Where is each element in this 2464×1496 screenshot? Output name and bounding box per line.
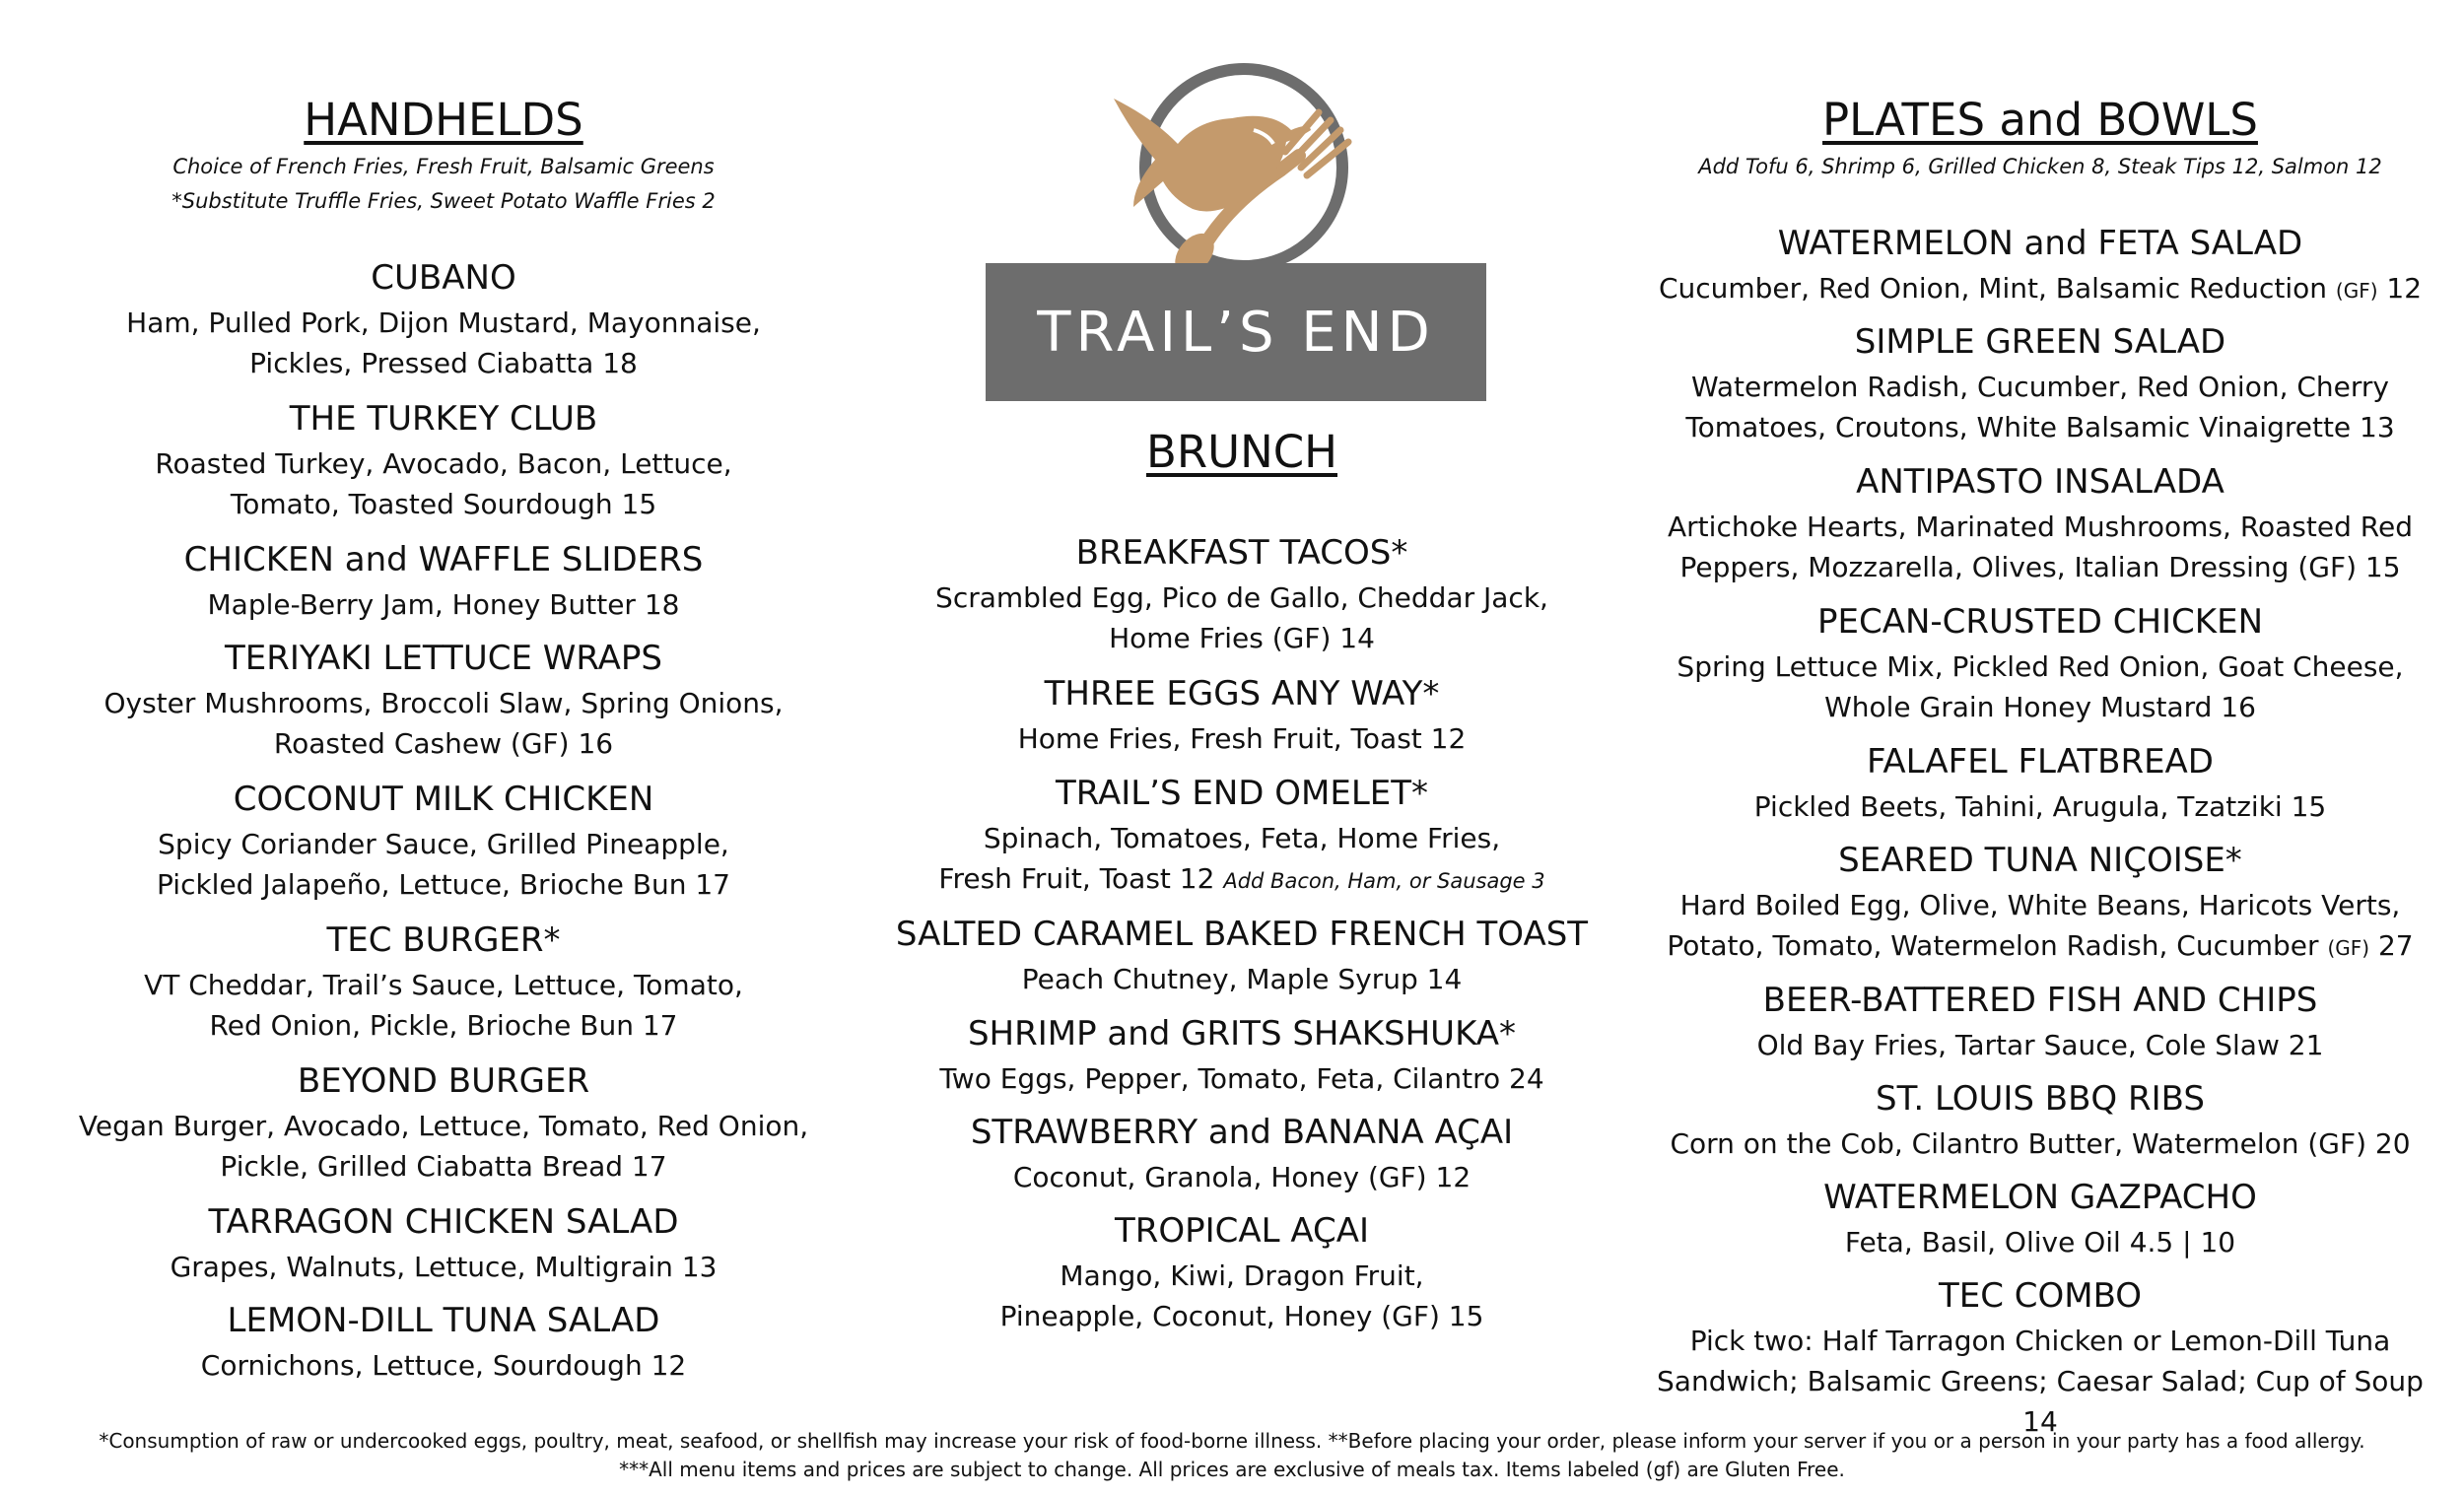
item-desc: Hard Boiled Egg, Olive, White Beans, Haricots Verts,: [1679, 889, 2401, 921]
item-desc: Vegan Burger, Avocado, Lettuce, Tomato, Red Onion,: [78, 1110, 809, 1142]
item-addon-note: Add Bacon, Ham, or Sausage 3: [1223, 869, 1545, 893]
item-desc: Scrambled Egg, Pico de Gallo, Cheddar Jack,: [935, 581, 1548, 614]
menu-item: [867, 769, 1616, 902]
item-name: SEARED TUNA NIÇOISE*: [1838, 841, 2242, 880]
item-desc: Coconut, Granola, Honey (GF) 12: [1012, 1161, 1472, 1193]
menu-item: [59, 253, 828, 383]
item-desc: Grapes, Walnuts, Lettuce, Multigrain 13: [170, 1251, 718, 1283]
item-name: BEER-BATTERED FISH AND CHIPS: [1762, 981, 2318, 1020]
menu-item: [867, 910, 1616, 999]
menu-item: [1656, 219, 2425, 311]
gluten-free-tag: (GF): [2327, 936, 2370, 960]
item-desc: Spicy Coriander Sauce, Grilled Pineapple,: [158, 828, 729, 860]
trails-end-logo: [986, 61, 1498, 406]
item-name: SHRIMP and GRITS SHAKSHUKA*: [967, 1014, 1517, 1054]
item-name: ST. LOUIS BBQ RIBS: [1876, 1079, 2205, 1119]
item-desc: VT Cheddar, Trail’s Sauce, Lettuce, Tomato,: [144, 969, 743, 1001]
item-desc: Pickled Jalapeño, Lettuce, Brioche Bun 17: [157, 868, 730, 901]
item-desc: Cornichons, Lettuce, Sourdough 12: [200, 1349, 687, 1382]
item-desc: Tomatoes, Croutons, White Balsamic Vinaigrette 13: [1685, 411, 2395, 443]
item-desc: Spring Lettuce Mix, Pickled Red Onion, Goat Cheese,: [1677, 650, 2404, 683]
item-desc: Ham, Pulled Pork, Dijon Mustard, Mayonnaise,: [126, 306, 761, 339]
item-desc: Cucumber, Red Onion, Mint, Balsamic Reduction: [1658, 272, 2327, 305]
item-name: THE TURKEY CLUB: [289, 399, 598, 439]
item-name: WATERMELON and FETA SALAD: [1777, 224, 2303, 263]
footer-disclaimer: [0, 1427, 2464, 1484]
menu-item: [1656, 1173, 2425, 1262]
menu-item: [59, 916, 828, 1046]
item-name: TEC COMBO: [1938, 1276, 2143, 1316]
menu-item: [1656, 457, 2425, 587]
menu-item: [1656, 317, 2425, 447]
item-name: STRAWBERRY and BANANA AÇAI: [970, 1113, 1514, 1152]
item-price: 27: [2377, 929, 2414, 962]
item-desc: Feta, Basil, Olive Oil 4.5 | 10: [1844, 1226, 2236, 1258]
item-desc: Roasted Turkey, Avocado, Bacon, Lettuce,: [155, 447, 732, 480]
item-name: PECAN-CRUSTED CHICKEN: [1816, 602, 2264, 642]
section-title: PLATES and BOWLS: [1822, 94, 2258, 146]
item-name: CHICKEN and WAFFLE SLIDERS: [183, 540, 704, 579]
item-desc: Corn on the Cob, Cilantro Butter, Watermelon (GF) 20: [1670, 1127, 2411, 1160]
section-subtitle: *Substitute Truffle Fries, Sweet Potato Waffle Fries 2: [171, 189, 716, 213]
item-desc: Old Bay Fries, Tartar Sauce, Cole Slaw 21: [1756, 1029, 2324, 1061]
menu-item: [867, 1009, 1616, 1099]
item-desc: Home Fries (GF) 14: [1109, 622, 1375, 654]
item-name: SALTED CARAMEL BAKED FRENCH TOAST: [895, 915, 1589, 954]
gluten-free-tag: (GF): [2335, 279, 2378, 303]
item-name: TRAIL’S END OMELET*: [1055, 774, 1429, 813]
item-desc: Whole Grain Honey Mustard 16: [1824, 691, 2256, 723]
item-desc: Artichoke Hearts, Marinated Mushrooms, Roasted Red: [1668, 510, 2413, 543]
item-desc-with-tag: [1656, 268, 2425, 311]
section-subtitle: Add Tofu 6, Shrimp 6, Grilled Chicken 8, Steak Tips 12, Salmon 12: [1698, 155, 2382, 178]
item-name: TEC BURGER*: [326, 920, 561, 960]
item-desc: Pick two: Half Tarragon Chicken or Lemon-Dill Tuna: [1689, 1325, 2391, 1357]
item-desc: Pineapple, Coconut, Honey (GF) 15: [999, 1300, 1484, 1332]
item-name: ANTIPASTO INSALADA: [1856, 462, 2224, 502]
menu-item: [1656, 836, 2425, 969]
bird-fork-emblem: [986, 61, 1498, 278]
footer-line: ***All menu items and prices are subject to change. All prices are exclusive of meals tax. Items labeled (gf) are Gluten Free.: [619, 1458, 1845, 1481]
item-desc: Tomato, Toasted Sourdough 15: [230, 488, 657, 520]
item-desc: Peach Chutney, Maple Syrup 14: [1021, 963, 1463, 995]
menu-item: [59, 1197, 828, 1287]
item-desc: Two Eggs, Pepper, Tomato, Feta, Cilantro 24: [939, 1062, 1544, 1095]
menu-item: [1656, 1271, 2425, 1442]
menu-item: [867, 669, 1616, 759]
item-desc: Mango, Kiwi, Dragon Fruit,: [1060, 1259, 1424, 1292]
item-name: CUBANO: [371, 258, 516, 298]
menu-item: [867, 1206, 1616, 1336]
menu-item: [59, 1056, 828, 1187]
section-title: HANDHELDS: [304, 94, 583, 146]
menu-item: [59, 775, 828, 905]
menu-item: [867, 528, 1616, 658]
item-desc-with-tag: [1656, 925, 2425, 969]
menu-item: [1656, 737, 2425, 827]
menu-item: [59, 394, 828, 524]
item-name: COCONUT MILK CHICKEN: [233, 780, 654, 819]
item-name: BEYOND BURGER: [297, 1061, 590, 1101]
item-desc-with-note: [867, 858, 1616, 902]
menu-item: [59, 1296, 828, 1386]
menu-item: [1656, 597, 2425, 727]
item-name: WATERMELON GAZPACHO: [1823, 1178, 2257, 1217]
item-desc: Roasted Cashew (GF) 16: [273, 727, 614, 760]
section-subtitle: Choice of French Fries, Fresh Fruit, Balsamic Greens: [172, 155, 715, 178]
item-name: FALAFEL FLATBREAD: [1866, 742, 2214, 782]
item-desc: Peppers, Mozzarella, Olives, Italian Dressing (GF) 15: [1679, 551, 2401, 583]
item-price: 12: [2386, 272, 2423, 305]
item-desc: Spinach, Tomatoes, Feta, Home Fries,: [983, 822, 1501, 854]
menu-item: [59, 634, 828, 764]
item-desc: Potato, Tomato, Watermelon Radish, Cucumber: [1667, 929, 2319, 962]
item-desc: Red Onion, Pickle, Brioche Bun 17: [209, 1009, 678, 1042]
item-name: LEMON-DILL TUNA SALAD: [227, 1301, 660, 1340]
item-desc: Oyster Mushrooms, Broccoli Slaw, Spring Onions,: [103, 687, 784, 719]
item-desc: Watermelon Radish, Cucumber, Red Onion, Cherry: [1690, 371, 2389, 403]
menu-item: [1656, 976, 2425, 1065]
item-name: BREAKFAST TACOS*: [1075, 533, 1408, 573]
item-name: SIMPLE GREEN SALAD: [1854, 322, 2226, 362]
logo-banner: TRAIL’S END: [986, 263, 1486, 401]
item-name: TROPICAL AÇAI: [1114, 1211, 1370, 1251]
item-desc: Pickled Beets, Tahini, Arugula, Tzatziki 15: [1753, 790, 2327, 823]
item-desc: Maple-Berry Jam, Honey Butter 18: [207, 588, 680, 621]
item-desc: Pickles, Pressed Ciabatta 18: [249, 347, 638, 379]
item-desc: Home Fries, Fresh Fruit, Toast 12: [1017, 722, 1467, 755]
menu-item: [867, 1108, 1616, 1197]
menu-item: [1656, 1074, 2425, 1164]
item-desc: Fresh Fruit, Toast 12: [938, 862, 1215, 895]
item-name: TARRAGON CHICKEN SALAD: [208, 1202, 679, 1242]
item-name: TERIYAKI LETTUCE WRAPS: [225, 639, 662, 678]
menu-item: [59, 535, 828, 625]
item-desc: Sandwich; Balsamic Greens; Caesar Salad; Cup of Soup 14: [1657, 1365, 2424, 1438]
item-desc: Pickle, Grilled Ciabatta Bread 17: [220, 1150, 667, 1183]
section-title: BRUNCH: [1146, 426, 1337, 478]
footer-line: *Consumption of raw or undercooked eggs, poultry, meat, seafood, or shellfish may increase your risk of food-borne illness. **Before placing your order, please inform your server if you or a person in your party has a food allergy.: [99, 1429, 2365, 1453]
item-name: THREE EGGS ANY WAY*: [1044, 674, 1440, 714]
